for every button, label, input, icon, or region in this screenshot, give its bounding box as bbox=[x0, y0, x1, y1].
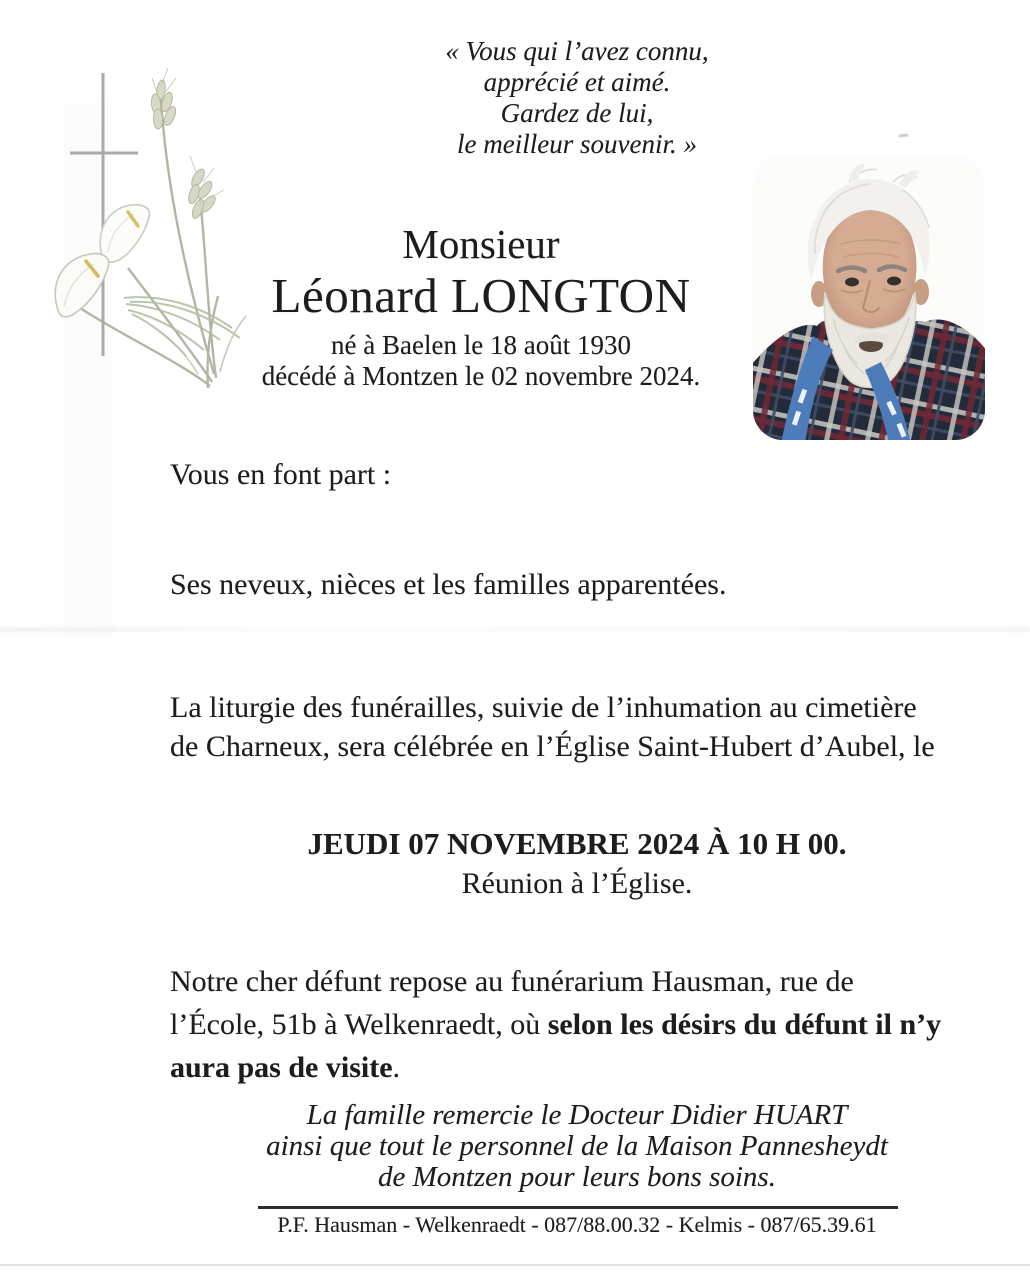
thanks-line: La famille remercie le Docteur Didier HUART bbox=[306, 1099, 848, 1131]
deceased-name: Léonard LONGTON bbox=[271, 268, 691, 323]
repose-line bbox=[170, 1003, 990, 1046]
epigraph-line: Gardez de lui, bbox=[500, 98, 654, 128]
ceremony-datetime: JEUDI 07 NOVEMBRE 2024 À 10 H 00. bbox=[307, 826, 847, 861]
repose-text: Notre cher défunt repose au funérarium Hausman, rue de bbox=[170, 965, 854, 998]
repose-line bbox=[170, 1046, 990, 1089]
epigraph-line: le meilleur souvenir. » bbox=[457, 129, 697, 159]
epigraph bbox=[170, 36, 984, 160]
footer-divider bbox=[258, 1206, 898, 1209]
liturgy-paragraph bbox=[170, 688, 984, 766]
liturgy-line: de Charneux, sera célébrée en l’Église Saint-Hubert d’Aubel, le bbox=[170, 730, 935, 763]
deceased-birth-line: né à Baelen le 18 août 1930 bbox=[331, 330, 631, 360]
ceremony-meeting: Réunion à l’Église. bbox=[461, 867, 693, 900]
repose-line bbox=[170, 960, 990, 1003]
deceased-name-block bbox=[171, 220, 791, 392]
liturgy-line: La liturgie des funérailles, suivie de l’inhumation au cimetière bbox=[170, 691, 917, 724]
thanks-line: de Montzen pour leurs bons soins. bbox=[378, 1161, 776, 1193]
epigraph-line: apprécié et aimé. bbox=[483, 67, 671, 97]
repose-text-bold: selon les désirs du défunt il n’y bbox=[547, 1008, 942, 1041]
repose-paragraph bbox=[170, 960, 990, 1089]
repose-text: l’École, 51b à Welkenraedt, où bbox=[170, 1008, 548, 1041]
repose-text: . bbox=[392, 1051, 401, 1084]
funeral-home-contact-line: P.F. Hausman - Welkenraedt - 087/88.00.32 - Kelmis - 087/65.39.61 bbox=[277, 1212, 877, 1237]
announcement-intro: Vous en font part : bbox=[170, 458, 392, 491]
thanks-line: ainsi que tout le personnel de la Maison Pannesheydt bbox=[266, 1130, 888, 1162]
scan-fold-artifact bbox=[0, 627, 1030, 632]
family-line: Ses neveux, nièces et les familles apparentées. bbox=[170, 568, 727, 601]
repose-text-bold: aura pas de visite bbox=[170, 1051, 393, 1084]
scan-bottom-edge bbox=[0, 1264, 1030, 1266]
thanks-block bbox=[170, 1100, 984, 1193]
deceased-death-line: décédé à Montzen le 02 novembre 2024. bbox=[261, 361, 701, 391]
epigraph-line: « Vous qui l’avez connu, bbox=[445, 36, 709, 66]
deceased-title: Monsieur bbox=[402, 221, 560, 267]
ceremony-block bbox=[170, 824, 984, 903]
